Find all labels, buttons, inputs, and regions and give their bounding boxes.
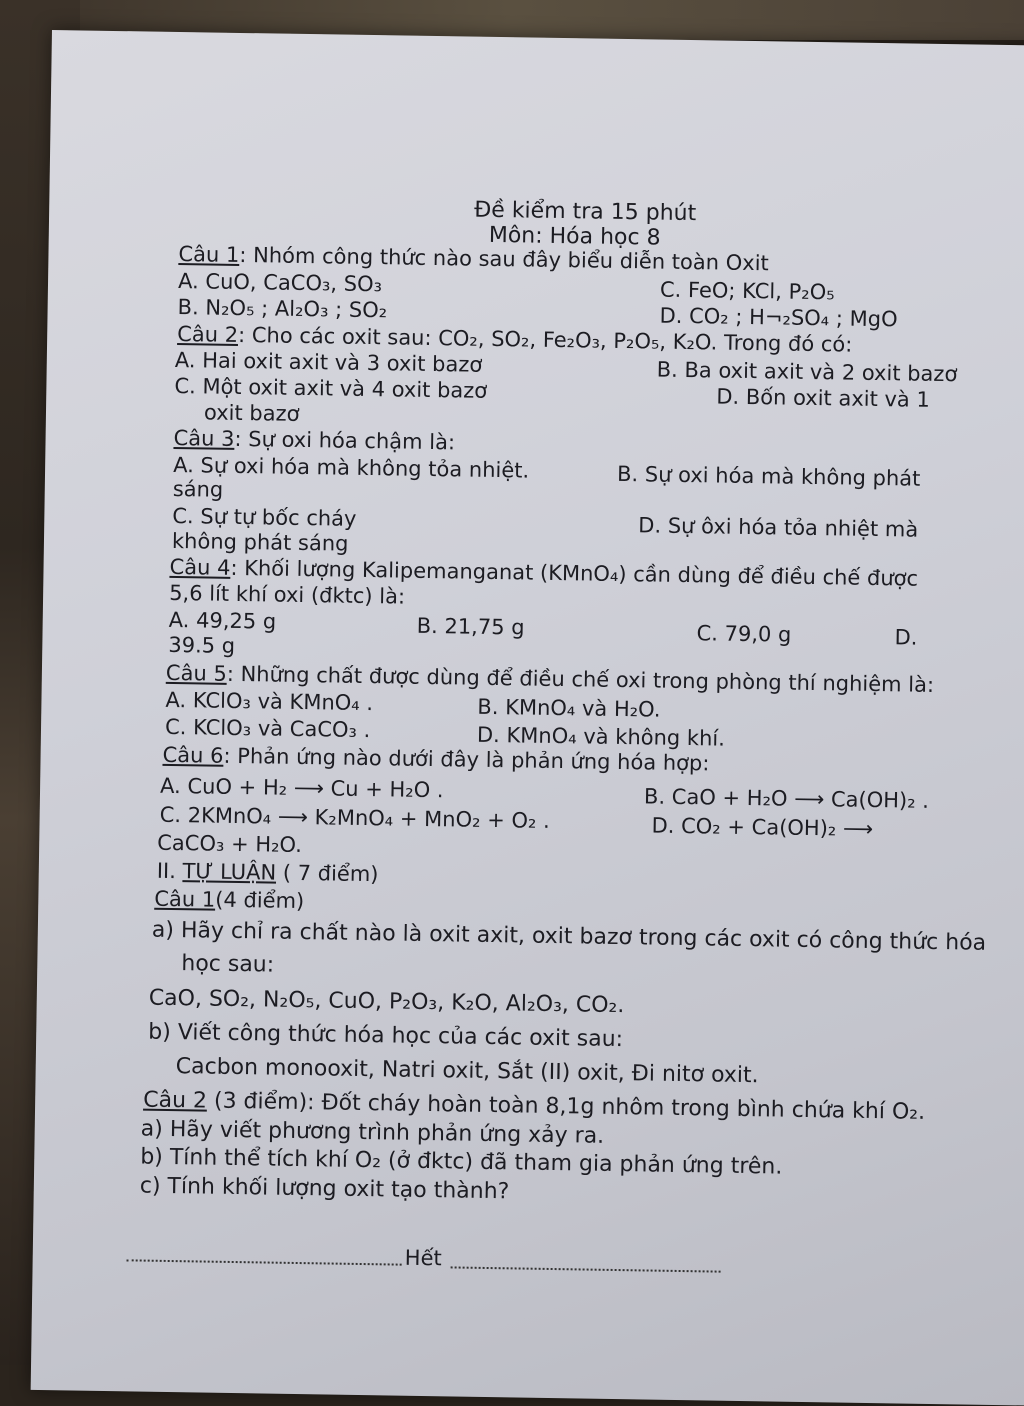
essay1-oxide-list: CaO, SO₂, N₂O₅, CuO, P₂O₃, K₂O, Al₂O₃, CO₂. xyxy=(148,985,625,1019)
essay1-label: Câu 1 xyxy=(154,886,216,912)
exam-paper xyxy=(31,30,1024,1406)
q3-option-d-continued: không phát sáng xyxy=(171,528,349,556)
q4-option-a: A. 49,25 g xyxy=(168,607,277,634)
footer-dotted-line-right xyxy=(451,1266,721,1272)
q2-text: : Cho các oxit sau: CO₂, SO₂, Fe₂O₃, P₂O₅, K₂O. Trong đó có: xyxy=(237,322,853,357)
footer-end-text: Hết xyxy=(404,1245,442,1271)
essay2-part-a: a) Hãy viết phương trình phản ứng xảy ra. xyxy=(140,1116,605,1149)
q6-option-a: A. CuO + H₂ ⟶ Cu + H₂O . xyxy=(159,773,444,803)
essay1-points: (4 điểm) xyxy=(215,887,305,914)
q5-option-d: D. KMnO₄ và không khí. xyxy=(476,722,726,751)
q3-option-b-continued: sáng xyxy=(172,476,224,502)
q6-label: Câu 6 xyxy=(162,742,224,768)
q5-option-c: C. KClO₃ và CaCO₃ . xyxy=(164,714,371,743)
part2-title: TỰ LUẬN xyxy=(182,859,277,885)
q4-option-d: D. xyxy=(894,625,918,650)
q3-option-b: B. Sự oxi hóa mà không phát xyxy=(616,461,921,491)
q5-option-b: B. KMnO₄ và H₂O. xyxy=(477,694,661,722)
essay1-heading xyxy=(154,886,305,914)
essay2-text: (3 điểm): Đốt cháy hoàn toàn 8,1g nhôm trong bình chứa khí O₂. xyxy=(206,1088,926,1125)
essay1-part-b-list: Cacbon monooxit, Natri oxit, Sắt (II) oxit, Đi nitơ oxit. xyxy=(175,1054,759,1089)
essay2-part-b: b) Tính thể tích khí O₂ (ở đktc) đã tham gia phản ứng trên. xyxy=(140,1144,783,1180)
q3-stem xyxy=(173,425,456,455)
exam-title: Đề kiểm tra 15 phút xyxy=(474,197,697,227)
q1-option-a: A. CuO, CaCO₃, SO₃ xyxy=(177,269,383,297)
part2-suffix: ( 7 điểm) xyxy=(275,860,379,887)
q4-stem-continued: 5,6 lít khí oxi (đktc) là: xyxy=(168,580,406,609)
q4-option-c: C. 79,0 g xyxy=(696,621,792,647)
q3-option-a: A. Sự oxi hóa mà không tỏa nhiệt. xyxy=(172,452,530,483)
q2-option-a: A. Hai oxit axit và 3 oxit bazơ xyxy=(174,347,483,377)
q4-option-d-continued: 39.5 g xyxy=(168,632,236,658)
q1-option-c: C. FeO; KCl, P₂O₅ xyxy=(659,277,835,305)
q1-text: : Nhóm công thức nào sau đây biểu diễn toàn Oxit xyxy=(239,242,769,276)
q6-option-d-continued: CaCO₃ + H₂O. xyxy=(157,830,303,858)
q5-label: Câu 5 xyxy=(165,660,227,686)
q6-option-d: D. CO₂ + Ca(OH)₂ ⟶ xyxy=(651,813,874,841)
q2-option-d-continued: oxit bazơ xyxy=(203,400,300,426)
q6-text: : Phản ứng nào dưới đây là phản ứng hóa hợp: xyxy=(223,743,710,776)
q2-option-d: D. Bốn oxit axit và 1 xyxy=(716,384,931,412)
essay1-part-b: b) Viết công thức hóa học của các oxit sau: xyxy=(148,1019,624,1053)
q3-text: : Sự oxi hóa chậm là: xyxy=(234,426,456,455)
q5-option-a: A. KClO₃ và KMnO₄ . xyxy=(165,687,374,716)
part2-prefix: II. xyxy=(156,858,183,884)
q2-label: Câu 2 xyxy=(177,322,239,347)
q3-option-d: D. Sự ôxi hóa tỏa nhiệt mà xyxy=(638,513,919,542)
q3-label: Câu 3 xyxy=(173,425,235,451)
q5-text: : Những chất được dùng để điều chế oxi trong phòng thí nghiệm là: xyxy=(226,661,935,697)
q4-option-b: B. 21,75 g xyxy=(416,613,525,640)
q1-option-b: B. N₂O₅ ; Al₂O₃ ; SO₂ xyxy=(177,295,388,323)
q1-option-d: D. CO₂ ; H¬₂SO₄ ; MgO xyxy=(659,303,898,332)
q6-stem xyxy=(162,742,710,776)
essay2-label: Câu 2 xyxy=(143,1087,208,1114)
q6-option-c: C. 2KMnO₄ ⟶ K₂MnO₄ + MnO₂ + O₂ . xyxy=(159,802,550,833)
exam-subject: Môn: Hóa học 8 xyxy=(488,222,661,251)
q6-option-b: B. CaO + H₂O ⟶ Ca(OH)₂ . xyxy=(643,784,930,813)
essay1-part-a: a) Hãy chỉ ra chất nào là oxit axit, oxit bazơ trong các oxit có công thức hóa xyxy=(151,917,987,956)
footer-dotted-line-left xyxy=(127,1259,402,1265)
part2-heading xyxy=(156,858,379,887)
q4-label: Câu 4 xyxy=(169,554,231,580)
essay2-part-c: c) Tính khối lượng oxit tạo thành? xyxy=(139,1173,510,1205)
q3-option-c: C. Sự tự bốc cháy xyxy=(172,503,357,531)
essay1-part-a-continued: học sau: xyxy=(181,951,275,978)
q4-text: : Khối lượng Kalipemanganat (KMnO₄) cần dùng để điều chế được xyxy=(230,555,919,591)
q2-option-c: C. Một oxit axit và 4 oxit bazơ xyxy=(174,373,488,403)
q2-option-b: B. Ba oxit axit và 2 oxit bazơ xyxy=(656,357,958,387)
q1-label: Câu 1 xyxy=(178,242,240,267)
